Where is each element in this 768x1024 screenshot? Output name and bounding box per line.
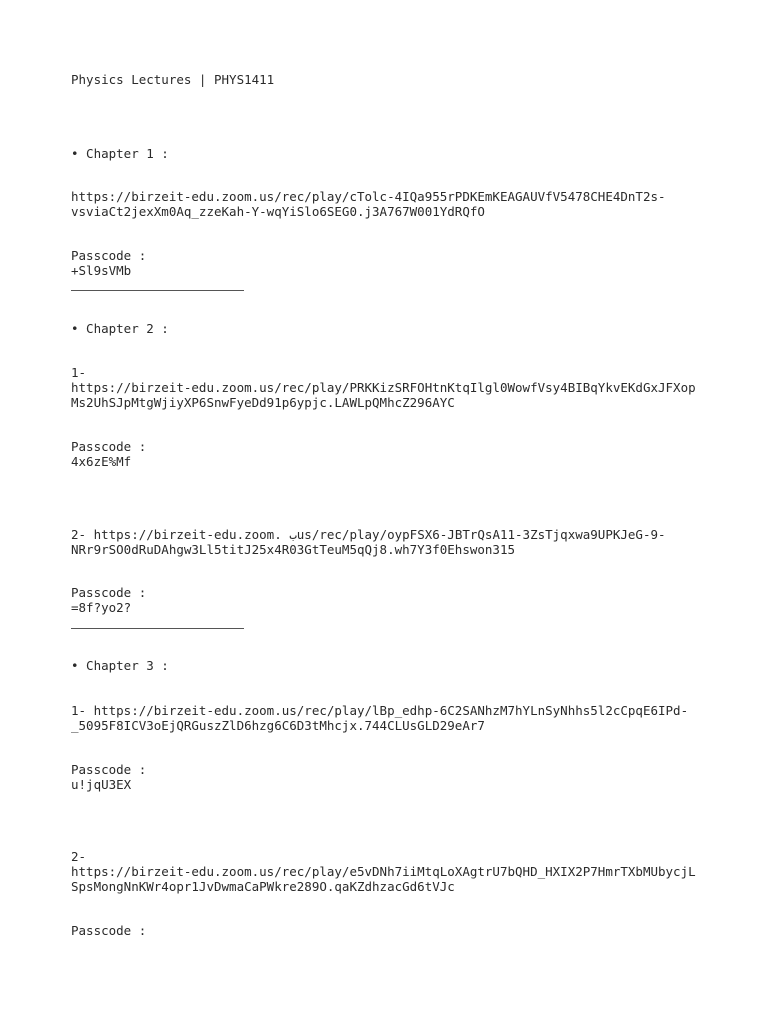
- chapter-3-link-2-url-line-2[interactable]: SpsMongNnKWr4opr1JvDwmaCaPWkre289O.qaKZdhzacGd6tVJc: [71, 879, 455, 894]
- chapter-2-link-2-url-line-2[interactable]: NRr9rSO0dRuDAhgw3Ll5titJ25x4R03GtTeuM5qQj8.wh7Y3f0Ehswon315: [71, 542, 516, 557]
- chapter-2-link-1-number: 1-: [71, 365, 87, 380]
- passcode-label: Passcode :: [71, 439, 147, 454]
- chapter-3-link-2-url-line-1[interactable]: https://birzeit-edu.zoom.us/rec/play/e5vDNh7iiMtqLoXAgtrU7bQHD_HXIX2P7HmrTXbMUbycjL: [71, 864, 696, 879]
- chapter-1-link-1-passcode: +Sl9sVMb: [71, 263, 132, 278]
- chapter-3-heading: • Chapter 3 :: [71, 658, 169, 673]
- section-divider: [71, 290, 244, 291]
- chapter-2-link-1-url-line-2[interactable]: Ms2UhSJpMtgWjiyXP6SnwFyeDd91p6ypjc.LAWLpQMhcZ296AYC: [71, 395, 455, 410]
- chapter-1-link-1-url-line-1[interactable]: https://birzeit-edu.zoom.us/rec/play/cTolc-4IQa955rPDKEmKEAGAUVfV5478CHE4DnT2s-: [71, 189, 666, 204]
- chapter-2-link-1-url-line-1[interactable]: https://birzeit-edu.zoom.us/rec/play/PRKKizSRFOHtnKtqIlgl0WowfVsy4BIBqYkvEKdGxJFXop: [71, 380, 696, 395]
- section-divider: [71, 628, 244, 629]
- passcode-label: Passcode :: [71, 585, 147, 600]
- chapter-3-link-1-passcode: u!jqU3EX: [71, 777, 132, 792]
- chapter-3-link-1-url-line-1[interactable]: 1- https://birzeit-edu.zoom.us/rec/play/lBp_edhp-6C2SANhzM7hYLnSyNhhs5l2cCpqE6IPd-: [71, 703, 689, 718]
- chapter-3-link-1-url-line-2[interactable]: _5095F8ICV3oEjQRGuszZlD6hzg6C6D3tMhcjx.744CLUsGLD29eAr7: [71, 718, 485, 733]
- chapter-2-link-2-passcode: =8f?yo2?: [71, 600, 132, 615]
- passcode-label: Passcode :: [71, 248, 147, 263]
- chapter-1-link-1-url-line-2[interactable]: vsviaCt2jexXm0Aq_zzeKah-Y-wqYiSlo6SEG0.j3A767W001YdRQfO: [71, 204, 485, 219]
- chapter-1-heading: • Chapter 1 :: [71, 146, 169, 161]
- passcode-label: Passcode :: [71, 762, 147, 777]
- passcode-label: Passcode :: [71, 923, 147, 938]
- chapter-3-link-2-number: 2-: [71, 849, 87, 864]
- chapter-2-link-2-url-line-1[interactable]: 2- https://birzeit-edu.zoom. بus/rec/play/oypFSX6-JBTrQsA11-3ZsTjqxwa9UPKJeG-9-: [71, 527, 666, 542]
- page-title: Physics Lectures | PHYS1411: [71, 72, 275, 87]
- chapter-2-heading: • Chapter 2 :: [71, 321, 169, 336]
- chapter-2-link-1-passcode: 4x6zE%Mf: [71, 454, 132, 469]
